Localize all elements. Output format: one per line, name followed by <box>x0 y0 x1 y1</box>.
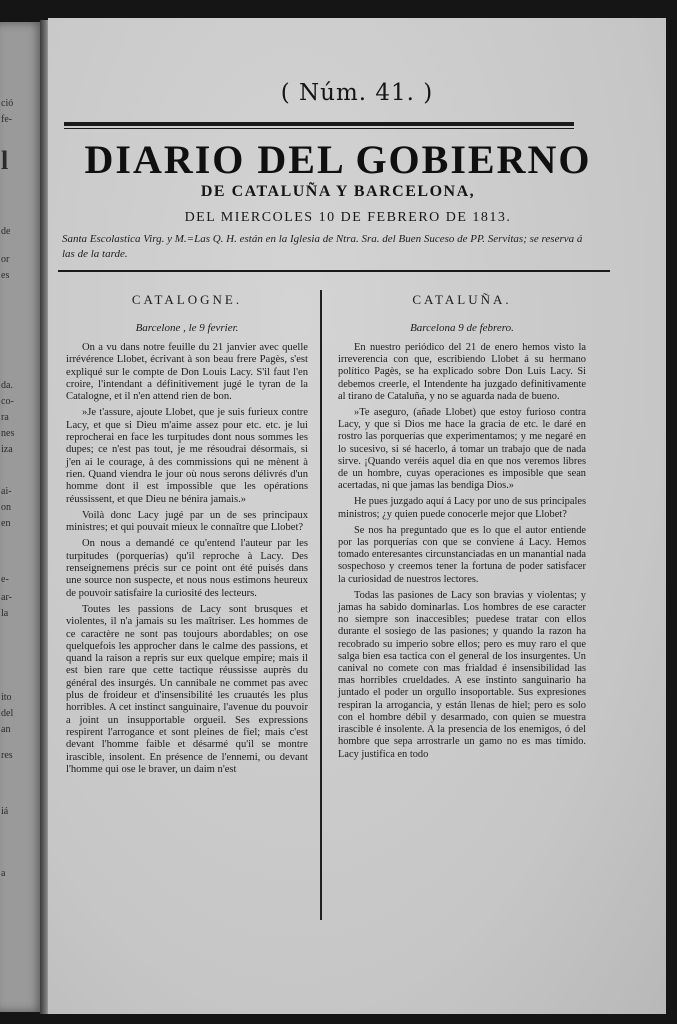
column-heading: CATALUÑA. <box>412 292 512 307</box>
column-divider <box>320 290 322 920</box>
left-page-fragment: co- <box>1 396 14 407</box>
left-page-fragment: res <box>1 750 13 761</box>
paragraph: »Je t'assure, ajoute Llobet, que je suis furieux contre Lacy, et que si Dieu m'aime assez pour etc. etc. je lui reprocherai en face les turpitudes dont nous sommes les dupes; ce n'est pas tout, je me résoudrai désormais, si j'en ai le courage, à des commissions qui ne mènent à rien. Quand viendra le jour où nous serons délivrés d'un homme dont il est impossible que les opérations réussissent, et que Dieu ne bénira jamais.» <box>66 407 308 505</box>
left-page-fragment: an <box>1 724 11 735</box>
french-column <box>66 292 308 780</box>
left-page-fragment: a <box>1 868 6 879</box>
left-page-fragment: e- <box>1 574 9 585</box>
left-page-fragment: l <box>1 146 9 175</box>
left-page-fragment: del <box>1 708 14 719</box>
column-dateline: Barcelone , le 9 fevrier. <box>135 322 239 334</box>
masthead-rule <box>64 122 574 126</box>
religious-notice: Santa Escolastica Virg. y M.=Las Q. H. están en la Iglesia de Ntra. Sra. del Buen Suceso de PP. Servitas; se reserva á las de la tarde. <box>62 233 583 260</box>
left-page-fragment: de <box>1 226 11 237</box>
paragraph: En nuestro periódico del 21 de enero hemos visto la irreverencia con que, escribiendo Llobet á su hermano político Pagès, se ha explicado sobre Don Luis Lacy. Si debemos creerle, el Intendente ha juzgado definitivamente al tirano de Cataluña, y no se aguarda nada de bueno. <box>338 342 586 402</box>
issue-date: DEL MIERCOLES 10 DE FEBRERO DE 1813. <box>184 210 512 225</box>
left-page-fragment: ito <box>1 692 12 703</box>
left-page-fragment: es <box>1 270 10 281</box>
paragraph: On nous a demandé ce qu'entend l'auteur par les turpitudes (porquerías) qu'il reproche à Lacy. Des renseignemens précis sur ce point ont été puisés dans une source non suspecte, et nous nous estimons heureux de pouvoir satisfaire la curiosité des lecteurs. <box>66 538 308 599</box>
left-page-fragment: fe- <box>1 114 13 125</box>
left-page-fragment: ra <box>1 412 9 423</box>
left-page-edge <box>0 22 44 1012</box>
left-page-fragment: en <box>1 518 11 529</box>
left-page-fragment: nes <box>1 428 15 439</box>
left-page-fragment: la <box>1 608 9 619</box>
left-page-fragment: iá <box>1 806 9 817</box>
section-rule <box>58 270 610 272</box>
paragraph: Se nos ha preguntado que es lo que el autor entiende por las porquerías con que se conviene á Lacy. Hemos tomado enteresantes circunstanciadas en un manantial nada sospechoso y creemos tener la fortuna de poder satisfacer la curiosidad de nuestros lectores. <box>338 524 586 585</box>
paragraph: Toutes les passions de Lacy sont brusques et violentes, il n'a jamais su les maîtriser. Les hommes de ce caractère ne sont pas toujours abordables; on ose quelquefois les approcher dans le calme des passions, et quand la raison a repris sur eux quelque empire; mais il est bien rare que cette tactique réussisse auprès du général des insurgés. Un cannibale ne commet pas avec plus de froideur et d'insensibilité les cruautés les plus horribles. A cet instinct sanguinaire, l'avenue du pouvoir a joint un insupportable orgueil. Ses expressions respirent l'arrogance et sont pleines de fiel; mais c'est devant l'homme faible et désarmé qu'il se montre irascible, insolent. En présence de l'ennemi, ou devant l'homme qui ose le braver, un daim n'est <box>66 603 308 775</box>
newspaper-subtitle: DE CATALUÑA Y BARCELONA, <box>200 183 476 200</box>
masthead-rule-thin <box>64 128 574 129</box>
left-page-fragment: iza <box>1 444 13 455</box>
issue-number: ( Núm. 41. ) <box>280 80 434 106</box>
paragraph: He pues juzgado aquí á Lacy por uno de sus principales ministros; ¿y quien puede conocerle mejor que Llobet? <box>338 496 586 520</box>
left-page-fragment: da. <box>1 380 13 391</box>
paragraph: Voilà donc Lacy jugé par un de ses principaux ministres; et qui pouvait mieux le connaître que Llobet? <box>66 509 308 534</box>
newspaper-page <box>48 18 666 1014</box>
paragraph: Todas las pasiones de Lacy son bravias y violentas; y jamas ha sabido dominarlas. Los hombres de ese caracter no siempre son inaccesibles; puedese tratar con ellos durante el sosiego de las pasiones; y quando la razon ha recobrado su imperio sobre ellos; pero es muy raro el que salga bien esa tactica con el general de los insurgentes. Un canival no comete con mas frialdad é insensibilidad las mas horribles crueldades. A ese instinto sanguinario ha juntado el poder un orgullo insoportable. Sus expresiones respiran la arrogancia, y están llenas de hiel; pero es solo con el hombre débil y desarmado, con quien se muestra irascible é insolente. A la presencia de los enemigos, ó del hombre que sepa arrostrarle un gamo no es mas tímido. Lacy justifica en todo <box>338 589 586 760</box>
left-page-fragment: ció <box>1 98 14 109</box>
column-heading: CATALOGNE. <box>131 292 243 307</box>
left-page-fragment: ar- <box>1 592 12 603</box>
paragraph: »Te aseguro, (añade Llobet) que estoy furioso contra Lacy, y que si Dios me hace la gracia de etc. le daré en rostro las porquerías que experimentamos; y me negaré en lo sucesivo, si sé hacerlo, á tomar un trabajo que de nada sirve. ¡Quando veréis aquel dia en que nos veremos libres de un hombre, cuyas operaciones es imposible que sean acertadas, ni que jamas las bendiga Dios.» <box>338 407 586 492</box>
left-page-fragment: or <box>1 254 10 265</box>
paragraph: On a vu dans notre feuille du 21 janvier avec quelle irrévérence Llobet, écrivant à son beau frere Pagès, s'est expliqué sur le compte de Don Louis Lacy. S'il faut l'en croire, l'intendant a définitivement jugé le tyran de la Catalogne, et il n'en attend rien de bon. <box>66 342 308 403</box>
left-page-fragment: on <box>1 502 11 513</box>
left-page-fragment: ai- <box>1 486 12 497</box>
spanish-column <box>338 292 586 765</box>
column-dateline: Barcelona 9 de febrero. <box>410 322 514 334</box>
newspaper-title: DIARIO DEL GOBIERNO <box>84 137 592 182</box>
